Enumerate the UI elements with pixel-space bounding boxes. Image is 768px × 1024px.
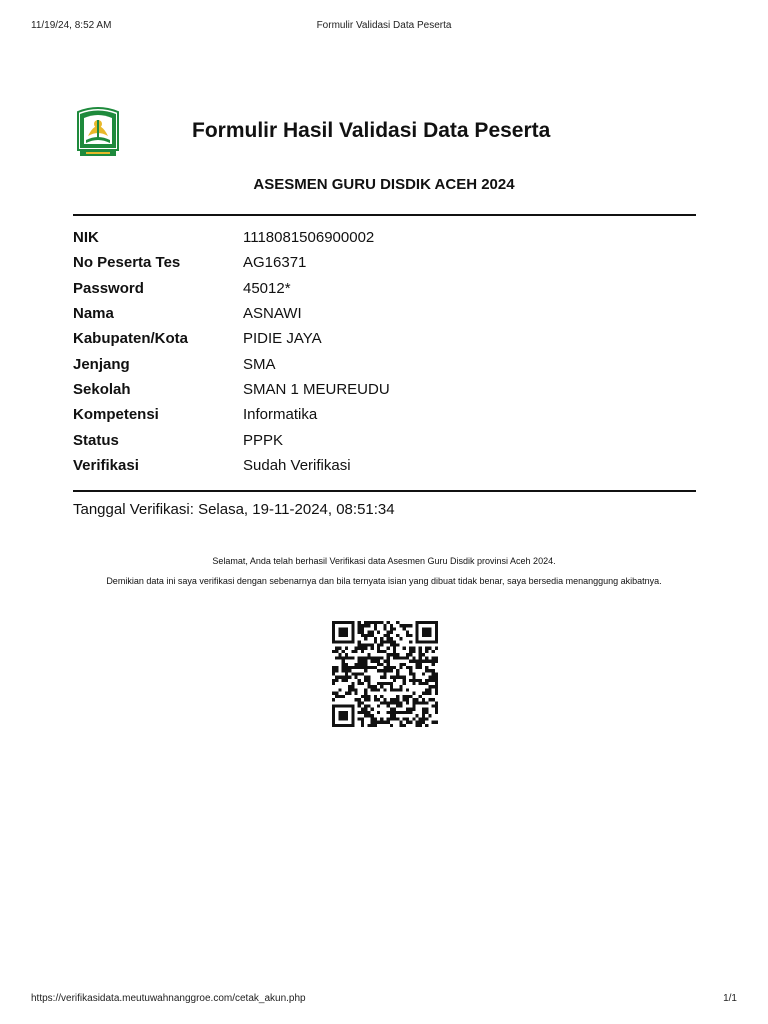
verification-date: Tanggal Verifikasi: Selasa, 19-11-2024, 08:51:34	[73, 501, 395, 518]
print-datetime: 11/19/24, 8:52 AM	[31, 20, 112, 31]
field-value: Sudah Verifikasi	[243, 456, 351, 474]
field-label: Password	[73, 279, 144, 297]
field-row-kompetensi	[73, 402, 673, 427]
qr-modules	[332, 621, 438, 727]
field-value: PIDIE JAYA	[243, 330, 322, 348]
field-label: Sekolah	[73, 380, 131, 398]
field-label: Kabupaten/Kota	[73, 330, 189, 348]
field-label: NIK	[73, 229, 99, 247]
divider-bottom	[73, 490, 696, 492]
field-row-verifikasi	[73, 453, 673, 478]
field-row-no-peserta	[73, 250, 673, 275]
field-value: AG16371	[243, 254, 307, 272]
document-subtitle: ASESMEN GURU DISDIK ACEH 2024	[253, 176, 515, 193]
declaration-note: Demikian data ini saya verifikasi dengan sebenarnya dan bila ternyata isian yang dibuat tidak benar, saya bersedia menanggung akibatnya.	[106, 576, 662, 586]
participant-data-table	[73, 225, 673, 478]
field-row-status	[73, 427, 673, 452]
field-value: SMAN 1 MEUREUDU	[243, 380, 390, 398]
field-value: Informatika	[243, 406, 318, 424]
field-label: Jenjang	[73, 355, 130, 373]
field-label: Status	[73, 431, 119, 449]
qr-code-icon	[332, 620, 438, 728]
success-note: Selamat, Anda telah berhasil Verifikasi data Asesmen Guru Disdik provinsi Aceh 2024.	[212, 556, 556, 566]
field-row-jenjang	[73, 351, 673, 376]
field-value: 45012*	[243, 279, 291, 297]
field-value: SMA	[243, 355, 276, 373]
field-value: 1118081506900002	[243, 229, 375, 247]
print-page-number: 1/1	[723, 993, 737, 1004]
field-row-sekolah	[73, 377, 673, 402]
field-row-kabupaten	[73, 326, 673, 351]
field-row-password	[73, 276, 673, 301]
field-row-nik	[73, 225, 673, 250]
divider-top	[73, 214, 696, 216]
field-row-nama	[73, 301, 673, 326]
field-label: Kompetensi	[73, 406, 159, 424]
field-label: Verifikasi	[73, 456, 139, 474]
field-label: No Peserta Tes	[73, 254, 181, 272]
print-page-title: Formulir Validasi Data Peserta	[316, 20, 452, 31]
document-title: Formulir Hasil Validasi Data Peserta	[192, 119, 551, 142]
aceh-emblem-icon	[74, 106, 122, 158]
field-label: Nama	[73, 305, 114, 323]
print-url: https://verifikasidata.meutuwahnanggroe.com/cetak_akun.php	[31, 993, 306, 1004]
field-value: PPPK	[243, 431, 284, 449]
field-value: ASNAWI	[243, 305, 302, 323]
